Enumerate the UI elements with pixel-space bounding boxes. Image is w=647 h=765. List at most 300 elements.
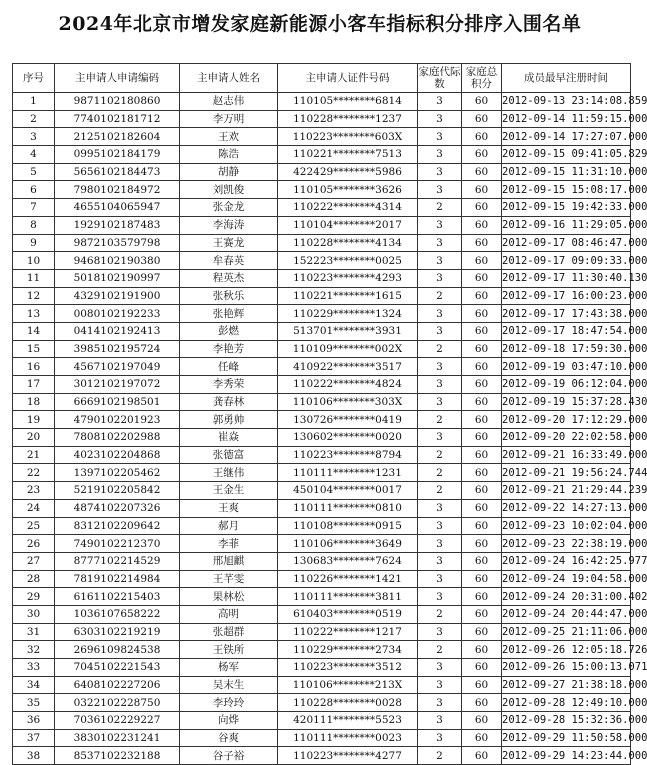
cell-seq: 20: [13, 429, 55, 447]
cell-id-number: 110222********4824: [278, 376, 418, 394]
cell-seq: 4: [13, 146, 55, 164]
header-total-score: 家庭总积分: [462, 64, 502, 93]
table-row: [13, 411, 631, 429]
cell-total-score: 60: [462, 623, 502, 641]
cell-applicant-name: 张金龙: [180, 199, 278, 217]
table-row: [13, 499, 631, 517]
cell-seq: 16: [13, 358, 55, 376]
cell-total-score: 60: [462, 269, 502, 287]
cell-applicant-name: 胡静: [180, 163, 278, 181]
cell-applicant-name: 邢旭麒: [180, 552, 278, 570]
cell-total-score: 60: [462, 446, 502, 464]
table-header: [13, 64, 631, 93]
cell-registration-time: 2012-09-25 21:11:06.000: [502, 623, 631, 641]
cell-registration-time: 2012-09-29 14:23:44.000: [502, 747, 631, 765]
cell-applicant-name: 李艳芳: [180, 340, 278, 358]
table-row: [13, 535, 631, 553]
cell-seq: 34: [13, 676, 55, 694]
cell-generations: 2: [418, 446, 462, 464]
cell-generations: 2: [418, 641, 462, 659]
cell-id-number: 110228********1237: [278, 110, 418, 128]
cell-applicant-name: 程英杰: [180, 269, 278, 287]
cell-total-score: 60: [462, 358, 502, 376]
cell-seq: 8: [13, 216, 55, 234]
header-seq: 序号: [13, 64, 55, 93]
cell-id-number: 110221********1615: [278, 287, 418, 305]
cell-seq: 15: [13, 340, 55, 358]
cell-generations: 3: [418, 252, 462, 270]
cell-total-score: 60: [462, 482, 502, 500]
table-row: [13, 694, 631, 712]
cell-generations: 3: [418, 623, 462, 641]
cell-seq: 6: [13, 181, 55, 199]
cell-registration-time: 2012-09-28 15:32:36.000: [502, 712, 631, 730]
cell-total-score: 60: [462, 464, 502, 482]
cell-application-code: 0414102192413: [55, 322, 180, 340]
cell-id-number: 110106********3649: [278, 535, 418, 553]
table-body: [13, 93, 647, 765]
cell-application-code: 7036102229227: [55, 712, 180, 730]
cell-total-score: 60: [462, 676, 502, 694]
cell-seq: 38: [13, 747, 55, 765]
cell-seq: 26: [13, 535, 55, 553]
cell-applicant-name: 李菲: [180, 535, 278, 553]
cell-registration-time: 2012-09-16 11:29:05.000: [502, 216, 631, 234]
cell-id-number: 152223********0025: [278, 252, 418, 270]
cell-registration-time: 2012-09-24 16:42:25.977: [502, 552, 631, 570]
cell-id-number: 110105********6814: [278, 93, 418, 111]
table-row: [13, 393, 631, 411]
cell-seq: 22: [13, 464, 55, 482]
cell-id-number: 513701********3931: [278, 322, 418, 340]
cell-total-score: 60: [462, 110, 502, 128]
cell-total-score: 60: [462, 641, 502, 659]
cell-registration-time: 2012-09-23 22:38:19.000: [502, 535, 631, 553]
cell-registration-time: 2012-09-17 09:09:33.000: [502, 252, 631, 270]
cell-generations: 3: [418, 93, 462, 111]
cell-registration-time: 2012-09-20 17:12:29.000: [502, 411, 631, 429]
cell-id-number: 110223********4277: [278, 747, 418, 765]
cell-id-number: 110223********3512: [278, 659, 418, 677]
cell-registration-time: 2012-09-22 14:27:13.000: [502, 499, 631, 517]
cell-seq: 7: [13, 199, 55, 217]
cell-seq: 1: [13, 93, 55, 111]
cell-application-code: 2125102182604: [55, 128, 180, 146]
cell-total-score: 60: [462, 252, 502, 270]
cell-applicant-name: 崔焱: [180, 429, 278, 447]
cell-application-code: 8312102209642: [55, 517, 180, 535]
cell-applicant-name: 郝月: [180, 517, 278, 535]
cell-total-score: 60: [462, 552, 502, 570]
cell-registration-time: 2012-09-21 19:56:24.744: [502, 464, 631, 482]
cell-id-number: 110106********213X: [278, 676, 418, 694]
cell-generations: 3: [418, 729, 462, 747]
cell-id-number: 110104********2017: [278, 216, 418, 234]
cell-total-score: 60: [462, 411, 502, 429]
cell-generations: 3: [418, 322, 462, 340]
cell-generations: 2: [418, 340, 462, 358]
cell-generations: 3: [418, 269, 462, 287]
cell-total-score: 60: [462, 694, 502, 712]
cell-total-score: 60: [462, 376, 502, 394]
cell-seq: 35: [13, 694, 55, 712]
cell-applicant-name: 郭勇帅: [180, 411, 278, 429]
cell-applicant-name: 杨军: [180, 659, 278, 677]
cell-id-number: 110105********3626: [278, 181, 418, 199]
cell-registration-time: 2012-09-24 20:31:00.402: [502, 588, 631, 606]
cell-application-code: 3985102195724: [55, 340, 180, 358]
cell-total-score: 60: [462, 305, 502, 323]
cell-application-code: 7490102212370: [55, 535, 180, 553]
cell-total-score: 60: [462, 747, 502, 765]
cell-generations: 3: [418, 659, 462, 677]
cell-seq: 31: [13, 623, 55, 641]
cell-seq: 30: [13, 605, 55, 623]
cell-seq: 3: [13, 128, 55, 146]
cell-seq: 29: [13, 588, 55, 606]
cell-registration-time: 2012-09-17 18:47:54.000: [502, 322, 631, 340]
cell-applicant-name: 张秋乐: [180, 287, 278, 305]
table-row: [13, 358, 631, 376]
cell-seq: 12: [13, 287, 55, 305]
cell-id-number: 110106********303X: [278, 393, 418, 411]
cell-applicant-name: 李玲玲: [180, 694, 278, 712]
cell-id-number: 110228********0028: [278, 694, 418, 712]
cell-id-number: 450104********0017: [278, 482, 418, 500]
table-row: [13, 234, 631, 252]
cell-id-number: 110223********603X: [278, 128, 418, 146]
table-row: [13, 93, 631, 111]
cell-application-code: 4790102201923: [55, 411, 180, 429]
cell-applicant-name: 牟春英: [180, 252, 278, 270]
cell-id-number: 110111********1231: [278, 464, 418, 482]
cell-total-score: 60: [462, 393, 502, 411]
cell-id-number: 110111********0023: [278, 729, 418, 747]
cell-application-code: 7980102184972: [55, 181, 180, 199]
cell-id-number: 422429********5986: [278, 163, 418, 181]
cell-seq: 18: [13, 393, 55, 411]
cell-applicant-name: 张德富: [180, 446, 278, 464]
cell-applicant-name: 向烨: [180, 712, 278, 730]
cell-application-code: 0080102192233: [55, 305, 180, 323]
table-row: [13, 305, 631, 323]
cell-application-code: 5018102190997: [55, 269, 180, 287]
cell-registration-time: 2012-09-15 15:08:17.000: [502, 181, 631, 199]
cell-registration-time: 2012-09-15 11:31:10.000: [502, 163, 631, 181]
cell-total-score: 60: [462, 499, 502, 517]
cell-id-number: 110223********4293: [278, 269, 418, 287]
cell-applicant-name: 王欢: [180, 128, 278, 146]
table-row: [13, 623, 631, 641]
cell-applicant-name: 吴末生: [180, 676, 278, 694]
cell-application-code: 6161102215403: [55, 588, 180, 606]
table-row: [13, 110, 631, 128]
cell-registration-time: 2012-09-23 10:02:04.000: [502, 517, 631, 535]
cell-id-number: 130602********0020: [278, 429, 418, 447]
cell-total-score: 60: [462, 570, 502, 588]
cell-application-code: 8537102232188: [55, 747, 180, 765]
cell-id-number: 110223********8794: [278, 446, 418, 464]
cell-applicant-name: 果林松: [180, 588, 278, 606]
cell-seq: 24: [13, 499, 55, 517]
cell-registration-time: 2012-09-17 16:00:23.000: [502, 287, 631, 305]
cell-applicant-name: 高明: [180, 605, 278, 623]
cell-application-code: 6669102198501: [55, 393, 180, 411]
cell-generations: 3: [418, 517, 462, 535]
cell-registration-time: 2012-09-20 22:02:58.000: [502, 429, 631, 447]
cell-registration-time: 2012-09-24 20:44:47.000: [502, 605, 631, 623]
cell-seq: 2: [13, 110, 55, 128]
cell-seq: 14: [13, 322, 55, 340]
table-row: [13, 128, 631, 146]
cell-generations: 3: [418, 128, 462, 146]
cell-application-code: 6303102219219: [55, 623, 180, 641]
cell-seq: 33: [13, 659, 55, 677]
cell-registration-time: 2012-09-18 17:59:30.000: [502, 340, 631, 358]
table-row: [13, 659, 631, 677]
cell-total-score: 60: [462, 199, 502, 217]
cell-seq: 17: [13, 376, 55, 394]
cell-registration-time: 2012-09-24 19:04:58.000: [502, 570, 631, 588]
cell-id-number: 110222********4314: [278, 199, 418, 217]
cell-registration-time: 2012-09-17 08:46:47.000: [502, 234, 631, 252]
cell-generations: 3: [418, 216, 462, 234]
cell-application-code: 9871102180860: [55, 93, 180, 111]
cell-generations: 3: [418, 358, 462, 376]
cell-total-score: 60: [462, 605, 502, 623]
cell-seq: 32: [13, 641, 55, 659]
cell-total-score: 60: [462, 234, 502, 252]
cell-id-number: 110229********2734: [278, 641, 418, 659]
document-title: 2024年北京市增发家庭新能源小客车指标积分排序入围名单: [58, 13, 582, 35]
table-row: [13, 641, 631, 659]
cell-id-number: 110226********1421: [278, 570, 418, 588]
cell-application-code: 4329102191900: [55, 287, 180, 305]
cell-registration-time: 2012-09-17 11:30:40.130: [502, 269, 631, 287]
cell-registration-time: 2012-09-15 09:41:05.829: [502, 146, 631, 164]
cell-generations: 3: [418, 676, 462, 694]
cell-generations: 3: [418, 429, 462, 447]
table-row: [13, 429, 631, 447]
cell-applicant-name: 王芊雯: [180, 570, 278, 588]
cell-total-score: 60: [462, 535, 502, 553]
header-generations: 家庭代际数: [418, 64, 462, 93]
cell-registration-time: 2012-09-21 21:29:44.239: [502, 482, 631, 500]
cell-id-number: 410922********3517: [278, 358, 418, 376]
cell-registration-time: 2012-09-19 15:37:28.430: [502, 393, 631, 411]
table-row: [13, 269, 631, 287]
cell-applicant-name: 陈浩: [180, 146, 278, 164]
cell-registration-time: 2012-09-21 16:33:49.000: [502, 446, 631, 464]
cell-application-code: 4567102197049: [55, 358, 180, 376]
cell-applicant-name: 李海涛: [180, 216, 278, 234]
cell-seq: 37: [13, 729, 55, 747]
cell-seq: 27: [13, 552, 55, 570]
table-row: [13, 216, 631, 234]
cell-application-code: 3830102231241: [55, 729, 180, 747]
cell-application-code: 9468102190380: [55, 252, 180, 270]
cell-application-code: 1397102205462: [55, 464, 180, 482]
cell-id-number: 420111********5523: [278, 712, 418, 730]
cell-generations: 3: [418, 181, 462, 199]
cell-generations: 3: [418, 376, 462, 394]
cell-registration-time: 2012-09-13 23:14:08.859: [502, 93, 631, 111]
header-id-number: 主申请人证件号码: [278, 64, 418, 93]
cell-generations: 3: [418, 393, 462, 411]
header-earliest-registration: 成员最早注册时间: [502, 64, 631, 93]
cell-generations: 2: [418, 199, 462, 217]
cell-generations: 3: [418, 163, 462, 181]
cell-generations: 3: [418, 499, 462, 517]
cell-seq: 23: [13, 482, 55, 500]
table-row: [13, 446, 631, 464]
cell-total-score: 60: [462, 517, 502, 535]
cell-applicant-name: 张超群: [180, 623, 278, 641]
cell-total-score: 60: [462, 659, 502, 677]
cell-applicant-name: 谷子裕: [180, 747, 278, 765]
cell-total-score: 60: [462, 163, 502, 181]
cell-generations: 2: [418, 287, 462, 305]
cell-id-number: 110111********0810: [278, 499, 418, 517]
table-header-row: [13, 64, 631, 93]
cell-id-number: 110222********1217: [278, 623, 418, 641]
cell-application-code: 0322102228750: [55, 694, 180, 712]
cell-seq: 11: [13, 269, 55, 287]
cell-application-code: 5656102184473: [55, 163, 180, 181]
cell-registration-time: 2012-09-27 21:38:18.000: [502, 676, 631, 694]
cell-applicant-name: 彭燃: [180, 322, 278, 340]
cell-id-number: 110111********3811: [278, 588, 418, 606]
cell-applicant-name: 张艳辉: [180, 305, 278, 323]
cell-id-number: 110109********002X: [278, 340, 418, 358]
cell-total-score: 60: [462, 729, 502, 747]
cell-application-code: 7808102202988: [55, 429, 180, 447]
cell-applicant-name: 王继伟: [180, 464, 278, 482]
cell-total-score: 60: [462, 128, 502, 146]
lottery-ranking-table: [12, 63, 647, 765]
table-row: [13, 570, 631, 588]
cell-registration-time: 2012-09-29 11:50:58.000: [502, 729, 631, 747]
cell-applicant-name: 王金生: [180, 482, 278, 500]
cell-total-score: 60: [462, 340, 502, 358]
table-row: [13, 376, 631, 394]
table-row: [13, 747, 631, 765]
cell-applicant-name: 龚春林: [180, 393, 278, 411]
table-row: [13, 163, 631, 181]
cell-total-score: 60: [462, 322, 502, 340]
cell-total-score: 60: [462, 429, 502, 447]
cell-application-code: 7045102221543: [55, 659, 180, 677]
cell-registration-time: 2012-09-26 15:00:13.071: [502, 659, 631, 677]
cell-application-code: 7819102214984: [55, 570, 180, 588]
cell-total-score: 60: [462, 93, 502, 111]
cell-total-score: 60: [462, 287, 502, 305]
cell-seq: 36: [13, 712, 55, 730]
cell-total-score: 60: [462, 216, 502, 234]
cell-application-code: 9872103579798: [55, 234, 180, 252]
table-row: [13, 605, 631, 623]
cell-applicant-name: 任峰: [180, 358, 278, 376]
cell-generations: 3: [418, 694, 462, 712]
table-row: [13, 252, 631, 270]
cell-total-score: 60: [462, 181, 502, 199]
cell-total-score: 60: [462, 146, 502, 164]
cell-seq: 28: [13, 570, 55, 588]
table-row: [13, 464, 631, 482]
table-row: [13, 517, 631, 535]
cell-id-number: 130726********0419: [278, 411, 418, 429]
cell-id-number: 110108********0915: [278, 517, 418, 535]
cell-generations: 2: [418, 747, 462, 765]
cell-seq: 25: [13, 517, 55, 535]
cell-generations: 2: [418, 411, 462, 429]
cell-application-code: 4655104065947: [55, 199, 180, 217]
cell-registration-time: 2012-09-15 19:42:33.000: [502, 199, 631, 217]
cell-application-code: 6408102227206: [55, 676, 180, 694]
table-row: [13, 482, 631, 500]
cell-seq: 5: [13, 163, 55, 181]
cell-seq: 10: [13, 252, 55, 270]
cell-id-number: 610403********0519: [278, 605, 418, 623]
table-row: [13, 552, 631, 570]
cell-applicant-name: 王赛龙: [180, 234, 278, 252]
table-row: [13, 676, 631, 694]
cell-total-score: 60: [462, 712, 502, 730]
cell-application-code: 2696109824538: [55, 641, 180, 659]
cell-application-code: 7740102181712: [55, 110, 180, 128]
cell-registration-time: 2012-09-14 17:27:07.000: [502, 128, 631, 146]
cell-generations: 3: [418, 305, 462, 323]
header-applicant-name: 主申请人姓名: [180, 64, 278, 93]
cell-registration-time: 2012-09-26 12:05:18.726: [502, 641, 631, 659]
table-row: [13, 322, 631, 340]
cell-generations: 2: [418, 464, 462, 482]
cell-generations: 3: [418, 570, 462, 588]
table-row: [13, 199, 631, 217]
table-row: [13, 729, 631, 747]
cell-applicant-name: 李万明: [180, 110, 278, 128]
cell-application-code: 4023102204868: [55, 446, 180, 464]
cell-application-code: 1929102187483: [55, 216, 180, 234]
cell-generations: 3: [418, 234, 462, 252]
cell-applicant-name: 李秀荣: [180, 376, 278, 394]
cell-seq: 19: [13, 411, 55, 429]
cell-generations: 3: [418, 535, 462, 553]
cell-id-number: 110229********1324: [278, 305, 418, 323]
cell-application-code: 8777102214529: [55, 552, 180, 570]
cell-id-number: 110228********4134: [278, 234, 418, 252]
table-row: [13, 588, 631, 606]
table-row: [13, 287, 631, 305]
table-row: [13, 181, 631, 199]
cell-applicant-name: 王爽: [180, 499, 278, 517]
table-row: [13, 146, 631, 164]
header-application-code: 主申请人申请编码: [55, 64, 180, 93]
cell-id-number: 110221********7513: [278, 146, 418, 164]
cell-generations: 3: [418, 146, 462, 164]
cell-applicant-name: 刘凯俊: [180, 181, 278, 199]
table-row: [13, 340, 631, 358]
cell-generations: 2: [418, 482, 462, 500]
cell-registration-time: 2012-09-19 03:47:10.000: [502, 358, 631, 376]
cell-generations: 3: [418, 712, 462, 730]
cell-generations: 3: [418, 552, 462, 570]
cell-total-score: 60: [462, 588, 502, 606]
cell-registration-time: 2012-09-28 12:49:10.000: [502, 694, 631, 712]
cell-seq: 9: [13, 234, 55, 252]
cell-application-code: 3012102197072: [55, 376, 180, 394]
cell-registration-time: 2012-09-17 17:43:38.000: [502, 305, 631, 323]
